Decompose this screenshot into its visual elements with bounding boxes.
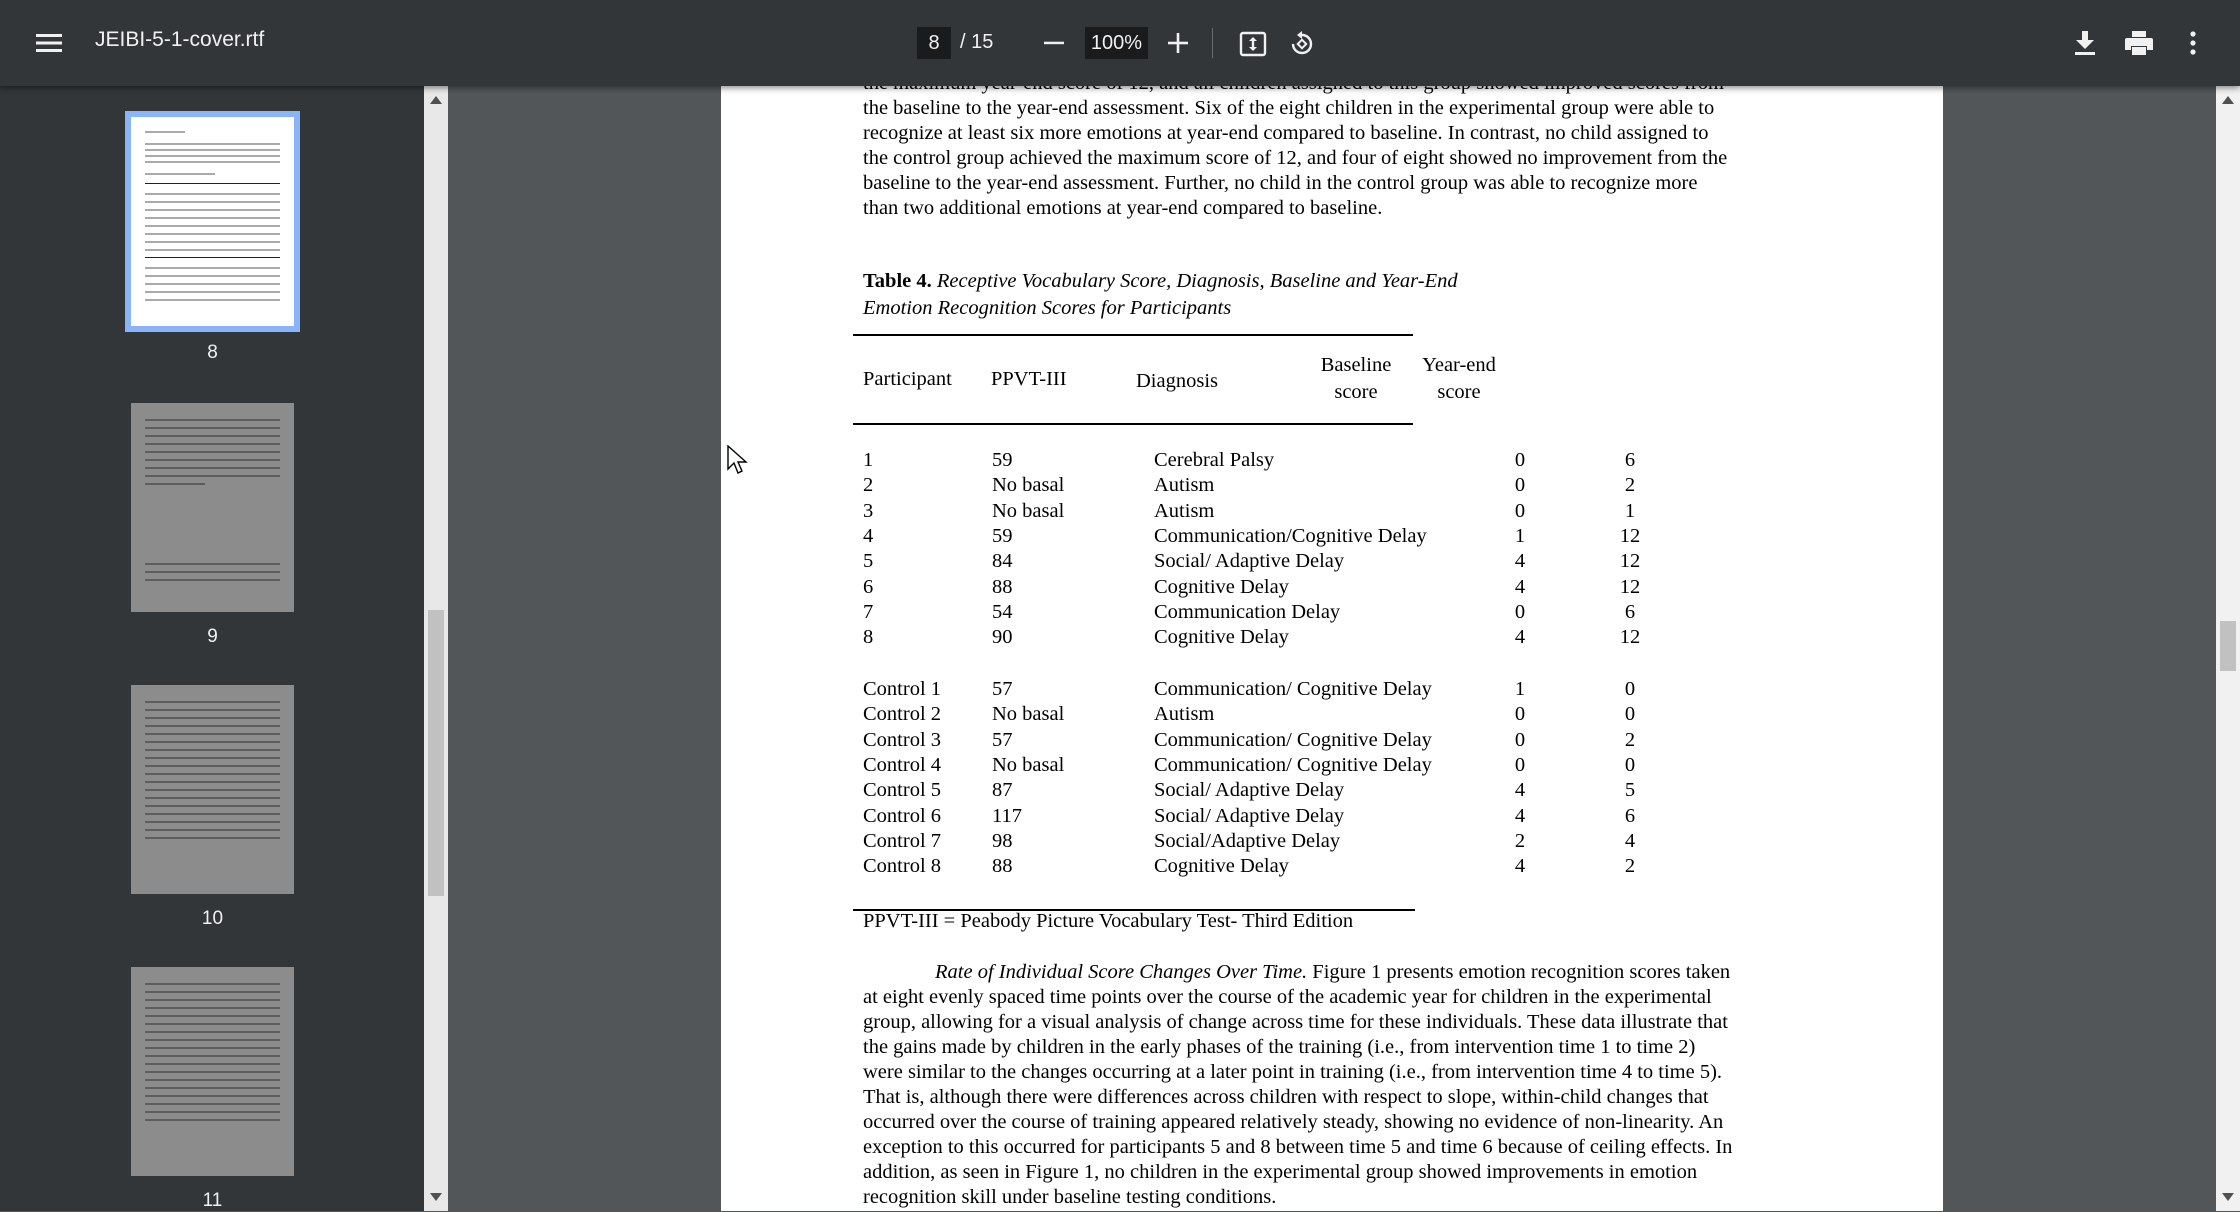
table-cell-baseline: 4 <box>1514 804 1526 827</box>
table-cell-baseline: 1 <box>1514 678 1526 700</box>
table-cell-baseline: 0 <box>1514 703 1526 726</box>
table-cell-participant: Control 2 <box>863 703 942 726</box>
table-cell-baseline: 4 <box>1514 550 1526 573</box>
thumbnail-label: 10 <box>201 908 224 929</box>
text-line: exception to this occurred for participants 5 and 8 between time 5 and time 6 because of ceiling effects. In <box>863 1136 1733 1158</box>
table-cell-participant: 6 <box>863 575 874 598</box>
page-thumbnail-10[interactable] <box>131 685 294 894</box>
page-thumbnail-11[interactable] <box>131 967 294 1176</box>
table-cell-diagnosis: Autism <box>1154 474 1215 497</box>
table-cell-diagnosis: Communication/ Cognitive Delay <box>1154 678 1432 700</box>
table-cell-ppvt: 54 <box>992 600 1013 623</box>
download-icon <box>2074 31 2096 55</box>
table-cell-ppvt: 90 <box>992 626 1013 649</box>
table-cell-ppvt: 84 <box>992 550 1013 573</box>
table-cell-baseline: 1 <box>1514 524 1526 547</box>
rotate-icon <box>1288 30 1316 58</box>
paragraph-first-line: Figure 1 presents emotion recognition scores taken <box>1307 961 1731 983</box>
table-cell-ppvt: 88 <box>992 855 1013 878</box>
document-scrollbar-thumb[interactable] <box>2220 621 2236 671</box>
table-cell-yearend: 4 <box>1624 829 1636 852</box>
paragraph-rate-of-change <box>863 960 1823 1210</box>
text-line: recognize at least six more emotions at year-end compared to baseline. In contrast, no child assigned to <box>863 122 1709 144</box>
table-cell-ppvt: No basal <box>992 499 1065 522</box>
text-line: at eight evenly spaced time points over the course of the academic year for children in the experimental <box>863 986 1712 1008</box>
table-header-rule <box>853 423 1413 425</box>
header-participant: Participant <box>863 368 952 390</box>
text-line: than two additional emotions at year-end compared to baseline. <box>863 197 1383 219</box>
table-cell-ppvt: 87 <box>992 779 1013 802</box>
table-cell-baseline: 0 <box>1514 474 1526 497</box>
header-baseline-line1: Baseline <box>1320 354 1392 376</box>
table-cell-participant: 4 <box>863 524 874 547</box>
table-cell-participant: 1 <box>863 449 874 471</box>
sidebar-scrollbar[interactable] <box>424 86 448 1211</box>
table-cell-yearend: 12 <box>1619 626 1641 649</box>
table-cell-diagnosis: Cognitive Delay <box>1154 575 1289 598</box>
text-line: addition, as seen in Figure 1, no children in the experimental group showed improvements in emotion <box>863 1161 1698 1183</box>
text-line: baseline to the year-end assessment. Further, no child in the control group was able to recognize more <box>863 172 1698 194</box>
thumbnail-label: 9 <box>207 626 218 647</box>
header-diagnosis: Diagnosis <box>1136 370 1218 392</box>
table-label: Table 4. <box>863 270 932 292</box>
table-cell-participant: 5 <box>863 550 874 573</box>
document-title: JEIBI-5-1-cover.rtf <box>95 28 265 51</box>
menu-icon[interactable] <box>30 24 68 62</box>
table-cell-baseline: 2 <box>1514 829 1526 852</box>
table-top-rule <box>853 334 1413 336</box>
table-cell-diagnosis: Cerebral Palsy <box>1154 449 1275 471</box>
pdf-page <box>721 60 1943 1211</box>
table-title-line: Emotion Recognition Scores for Participants <box>863 297 1232 319</box>
table-cell-yearend: 2 <box>1624 728 1636 751</box>
page-total: / 15 <box>960 31 994 53</box>
table-cell-participant: 3 <box>863 499 874 522</box>
scroll-down-arrow-icon[interactable] <box>2222 1193 2234 1201</box>
table-cell-participant: Control 8 <box>863 855 942 878</box>
page-number-input[interactable]: 8 <box>917 27 951 59</box>
text-line: That is, although there were differences across children with respect to slope, within-child changes that <box>863 1086 1709 1108</box>
table-cell-yearend: 6 <box>1624 600 1636 623</box>
table-cell-yearend: 1 <box>1624 499 1636 522</box>
paragraph-heading: Rate of Individual Score Changes Over Time. <box>935 961 1308 983</box>
print-button[interactable] <box>2119 24 2159 62</box>
table-cell-participant: Control 6 <box>863 804 942 827</box>
toolbar-divider <box>1212 28 1213 58</box>
thumbnail-label: 11 <box>202 1190 223 1211</box>
table-cell-yearend: 2 <box>1624 474 1636 497</box>
table-cell-yearend: 0 <box>1624 703 1636 726</box>
pdf-toolbar <box>0 0 2240 86</box>
table-cell-diagnosis: Social/ Adaptive Delay <box>1154 550 1345 573</box>
text-line: recognition skill under baseline testing conditions. <box>863 1186 1277 1208</box>
text-line: the gains made by children in the early phases of the training (i.e., from intervention time 1 to time 2) <box>863 1036 1696 1058</box>
table-title-line: Receptive Vocabulary Score, Diagnosis, Baseline and Year-End <box>936 270 1458 292</box>
table-cell-diagnosis: Communication/ Cognitive Delay <box>1154 753 1432 776</box>
table-cell-yearend: 2 <box>1624 855 1636 878</box>
plus-icon <box>1168 33 1188 53</box>
zoom-input[interactable]: 100% <box>1085 27 1148 59</box>
table-cell-participant: Control 7 <box>863 829 942 852</box>
table-cell-participant: Control 5 <box>863 779 942 802</box>
thumbnail-label: 8 <box>207 342 218 363</box>
table-cell-diagnosis: Cognitive Delay <box>1154 626 1289 649</box>
table-cell-diagnosis: Communication Delay <box>1154 600 1341 623</box>
table-cell-diagnosis: Communication/Cognitive Delay <box>1154 524 1427 547</box>
zoom-out-button[interactable] <box>1036 25 1072 61</box>
download-button[interactable] <box>2066 24 2104 62</box>
table-cell-ppvt: 59 <box>992 449 1013 471</box>
table-cell-baseline: 4 <box>1514 575 1526 598</box>
table-cell-ppvt: No basal <box>992 474 1065 497</box>
rotate-button[interactable] <box>1283 25 1321 63</box>
table-cell-yearend: 12 <box>1619 524 1641 547</box>
header-baseline <box>1306 352 1406 406</box>
more-options-icon[interactable] <box>2176 24 2210 62</box>
table-cell-yearend: 6 <box>1624 804 1636 827</box>
text-line: the control group achieved the maximum score of 12, and four of eight showed no improvement from the <box>863 147 1728 169</box>
fit-to-page-button[interactable] <box>1234 25 1272 63</box>
scroll-down-arrow-icon[interactable] <box>430 1193 442 1201</box>
table-cell-diagnosis: Cognitive Delay <box>1154 855 1289 878</box>
table-cell-participant: 7 <box>863 600 874 623</box>
minus-icon <box>1044 41 1064 45</box>
scroll-up-arrow-icon[interactable] <box>2222 96 2234 104</box>
table-cell-baseline: 4 <box>1514 855 1526 878</box>
table-cell-diagnosis: Autism <box>1154 703 1215 726</box>
text-line: the baseline to the year-end assessment. Six of the eight children in the experimental group were able to <box>863 97 1715 119</box>
page-thumbnail-8[interactable] <box>131 117 294 326</box>
table-cell-ppvt: 57 <box>992 678 1013 700</box>
table-cell-baseline: 0 <box>1514 600 1526 623</box>
table-cell-baseline: 4 <box>1514 779 1526 802</box>
scroll-up-arrow-icon[interactable] <box>430 96 442 104</box>
header-yearend <box>1409 352 1509 406</box>
table-cell-ppvt: No basal <box>992 703 1065 726</box>
table-cell-baseline: 4 <box>1514 626 1526 649</box>
table-cell-diagnosis: Social/ Adaptive Delay <box>1154 804 1345 827</box>
table-cell-ppvt: 57 <box>992 728 1013 751</box>
table-cell-yearend: 12 <box>1619 550 1641 573</box>
table-cell-ppvt: No basal <box>992 753 1065 776</box>
text-line <box>863 960 1823 985</box>
table-cell-diagnosis: Communication/ Cognitive Delay <box>1154 728 1432 751</box>
table-cell-ppvt: 88 <box>992 575 1013 598</box>
zoom-in-button[interactable] <box>1160 25 1196 61</box>
table-cell-yearend: 0 <box>1624 753 1636 776</box>
table-cell-yearend: 6 <box>1624 449 1636 471</box>
text-line: group, allowing for a visual analysis of change across time for these individuals. These data illustrate that <box>863 1011 1728 1033</box>
table-cell-diagnosis: Social/ Adaptive Delay <box>1154 779 1345 802</box>
table-footnote: PPVT-III = Peabody Picture Vocabulary Test- Third Edition <box>863 910 1354 932</box>
sidebar-scrollbar-thumb[interactable] <box>428 610 444 896</box>
header-ppvt: PPVT-III <box>991 368 1067 390</box>
table-cell-baseline: 0 <box>1514 728 1526 751</box>
table-cell-participant: 2 <box>863 474 874 497</box>
table-cell-participant: Control 3 <box>863 728 942 751</box>
header-baseline-line2: score <box>1334 381 1378 403</box>
table-cell-baseline: 0 <box>1514 449 1526 471</box>
table-cell-participant: Control 1 <box>863 678 942 700</box>
table-cell-yearend: 5 <box>1624 779 1636 802</box>
thumbnail-sidebar <box>0 86 424 1211</box>
table-cell-ppvt: 59 <box>992 524 1013 547</box>
header-yearend-line1: Year-end <box>1422 354 1496 376</box>
table-cell-ppvt: 117 <box>992 804 1022 827</box>
page-thumbnail-9[interactable] <box>131 403 294 612</box>
table-cell-ppvt: 98 <box>992 829 1013 852</box>
fit-page-icon <box>1239 31 1267 57</box>
table-cell-diagnosis: Social/Adaptive Delay <box>1154 829 1341 852</box>
print-icon <box>2125 31 2153 55</box>
header-yearend-line2: score <box>1437 381 1481 403</box>
table-cell-participant: Control 4 <box>863 753 942 776</box>
text-line: occurred over the course of training appeared relatively steady, showing no evidence of non-linearity. An <box>863 1111 1724 1133</box>
text-line: were similar to the changes occurring at a later point in training (i.e., from intervention time 4 to time 5). <box>863 1061 1723 1083</box>
table-cell-participant: 8 <box>863 626 874 649</box>
table-cell-baseline: 0 <box>1514 753 1526 776</box>
mouse-cursor-icon <box>727 445 749 475</box>
table-cell-diagnosis: Autism <box>1154 499 1215 522</box>
table-cell-baseline: 0 <box>1514 499 1526 522</box>
table-cell-yearend: 12 <box>1619 575 1641 598</box>
document-scrollbar[interactable] <box>2216 86 2240 1211</box>
table-caption <box>863 268 1458 322</box>
table-cell-yearend: 0 <box>1624 678 1636 700</box>
